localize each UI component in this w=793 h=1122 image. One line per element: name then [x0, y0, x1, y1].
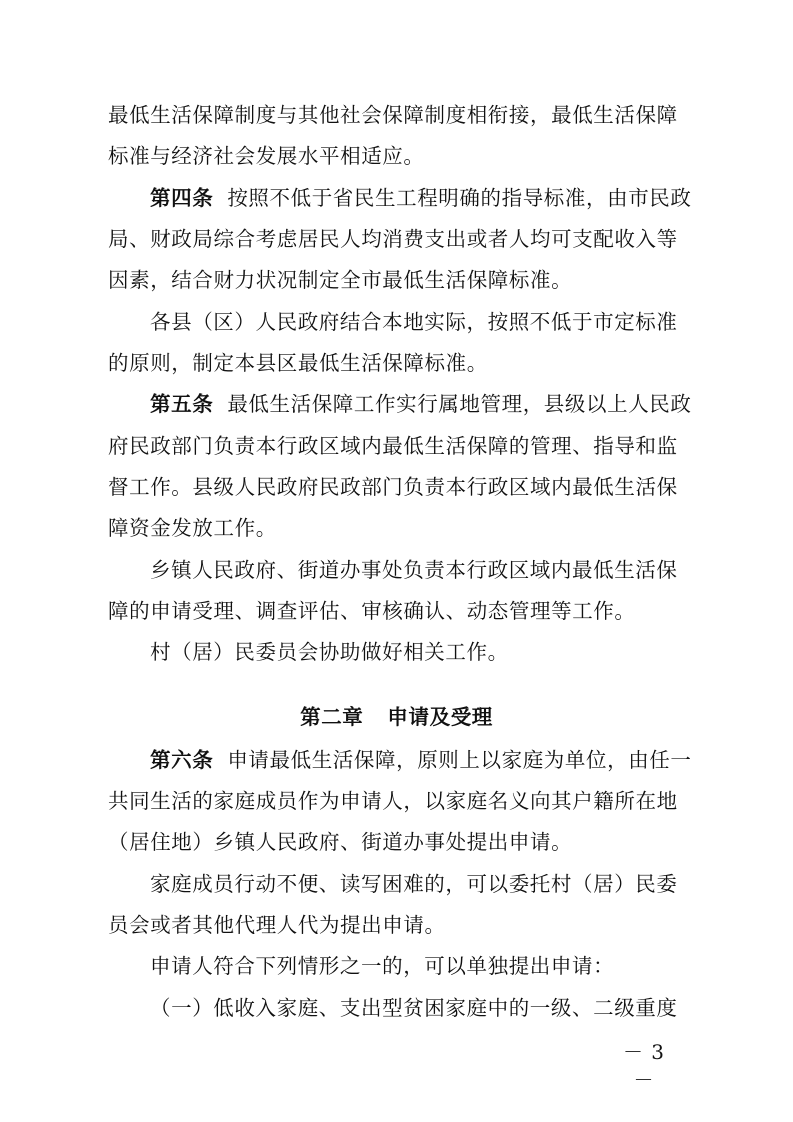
paragraph-line: 家庭成员行动不便、读写困难的，可以委托村（居）民委: [150, 872, 678, 896]
paragraph-line: 共同生活的家庭成员作为申请人，以家庭名义向其户籍所在地: [108, 789, 678, 813]
paragraph-line: （居住地）乡镇人民政府、街道办事处提出申请。: [108, 830, 573, 854]
paragraph-line: 因素，结合财力状况制定全市最低生活保障标准。: [108, 268, 573, 292]
page-number: － 3 －: [622, 1040, 666, 1092]
article-6-line: 第六条 申请最低生活保障，原则上以家庭为单位，由任一: [150, 748, 692, 772]
paragraph-line: 申请人符合下列情形之一的，可以单独提出申请：: [150, 954, 615, 978]
paragraph-line: 员会或者其他代理人代为提出申请。: [108, 913, 446, 937]
article-label: 第五条: [150, 392, 214, 416]
chapter-heading: [0, 702, 793, 732]
paragraph-line: 最低生活保障制度与其他社会保障制度相衔接，最低生活保障: [108, 103, 678, 127]
paragraph-line: 乡镇人民政府、街道办事处负责本行政区域内最低生活保: [150, 558, 678, 582]
paragraph-line: 督工作。县级人民政府民政部门负责本行政区域内最低生活保: [108, 475, 678, 499]
article-label: 第四条: [150, 186, 214, 210]
paragraph-line: 的原则，制定本县区最低生活保障标准。: [108, 351, 488, 375]
chapter-title: 申请及受理: [387, 705, 493, 729]
article-5-line: 第五条 最低生活保障工作实行属地管理，县级以上人民政: [150, 392, 692, 416]
paragraph-line: 府民政部门负责本行政区域内最低生活保障的管理、指导和监: [108, 434, 678, 458]
paragraph-line: 障资金发放工作。: [108, 516, 277, 540]
paragraph-line: （一）低收入家庭、支出型贫困家庭中的一级、二级重度: [150, 996, 678, 1020]
paragraph-line: 各县（区）人民政府结合本地实际，按照不低于市定标准: [150, 310, 678, 334]
chapter-number: 第二章: [300, 705, 364, 729]
paragraph-line: 标准与经济社会发展水平相适应。: [108, 144, 425, 168]
paragraph-line: 村（居）民委员会协助做好相关工作。: [150, 640, 509, 664]
paragraph-line: 局、财政局综合考虑居民人均消费支出或者人均可支配收入等: [108, 227, 678, 251]
article-label: 第六条: [150, 748, 214, 772]
paragraph-line: 障的申请受理、调查评估、审核确认、动态管理等工作。: [108, 599, 636, 623]
article-4-line: 第四条 按照不低于省民生工程明确的指导标准，由市民政: [150, 186, 692, 210]
